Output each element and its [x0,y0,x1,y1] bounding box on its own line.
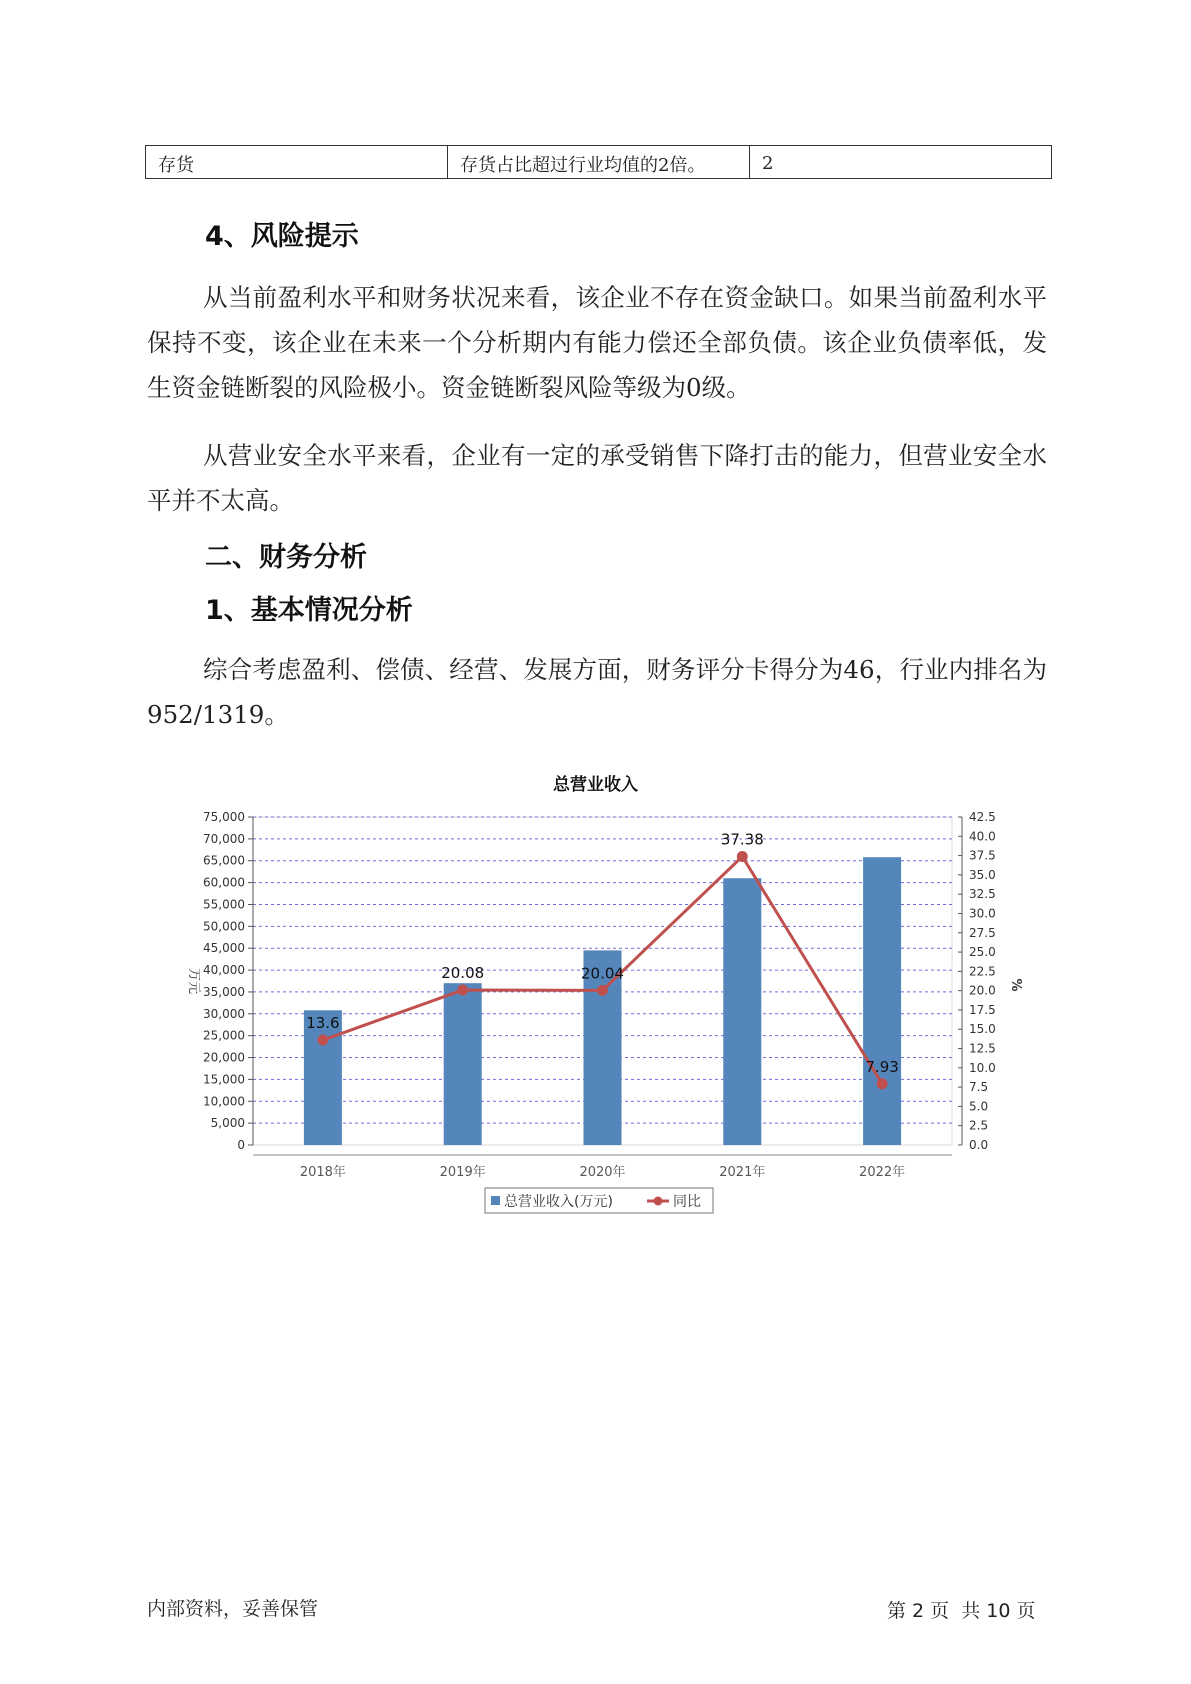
risk-paragraph-1: 从当前盈利水平和财务状况来看，该企业不存在资金缺口。如果当前盈利水平保持不变，该企业在未来一个分析期内有能力偿还全部负债。该企业负债率低，发生资金链断裂的风险极小。资金链断裂风险等级为0级。 [147,283,1047,402]
y-tick-label: 35,000 [203,984,245,999]
line-point [877,1078,888,1089]
table-cell-description: 存货占比超过行业均值的2倍。 [448,146,750,179]
line-point [737,851,748,862]
x-tick-label: 2018年 [299,1165,346,1180]
bar [723,878,761,1145]
y2-tick-label: 37.5 [969,848,996,863]
y-tick-label: 0 [237,1138,245,1152]
y2-tick-label: 10.0 [969,1060,996,1075]
y-tick-label: 30,000 [203,1006,245,1021]
y2-tick-label: 27.5 [969,925,996,940]
line-point [597,985,608,996]
y2-tick-label: 35.0 [969,867,996,882]
footer-confidential: 内部资料，妥善保管 [147,1598,319,1620]
line-point [317,1035,328,1046]
y2-tick-label: 5.0 [969,1099,989,1114]
y-tick-label: 5,000 [210,1116,245,1131]
y2-tick-label: 25.0 [969,945,996,960]
data-label: 20.08 [441,964,485,983]
section-heading-risk: 4、风险提示 [205,221,359,252]
y-tick-label: 65,000 [203,853,245,868]
y-tick-label: 20,000 [203,1050,245,1065]
y-tick-label: 15,000 [203,1072,245,1087]
y2-tick-label: 40.0 [969,829,996,844]
y2-tick-label: 42.5 [969,810,996,824]
y-tick-label: 55,000 [203,897,245,912]
y2-tick-label: 12.5 [969,1041,996,1056]
table-cell-item: 存货 [146,146,448,179]
y-tick-label: 10,000 [203,1094,245,1109]
bar [444,983,482,1145]
data-label: 20.04 [581,964,624,983]
y2-tick-label: 7.5 [969,1080,989,1095]
data-label: 37.38 [720,830,764,849]
line-point [457,985,468,996]
legend-swatch-bar [491,1196,500,1205]
y2-tick-label: 32.5 [969,887,996,902]
y-tick-label: 60,000 [203,875,245,890]
legend-swatch-point [654,1197,663,1206]
bar [863,857,901,1145]
legend-label-line: 同比 [673,1194,701,1210]
y2-tick-label: 15.0 [969,1022,996,1037]
finance-paragraph-1: 综合考虑盈利、偿债、经营、发展方面，财务评分卡得分为46，行业内排名为952/1319。 [147,655,1047,729]
y-axis-label: 万元 [186,967,201,995]
y2-axis-label: % [1008,978,1023,992]
y2-tick-label: 17.5 [969,1002,996,1017]
table-cell-value: 2 [750,146,1052,179]
sub-heading-basic: 1、基本情况分析 [205,595,413,626]
y2-tick-label: 30.0 [969,906,996,921]
x-tick-label: 2019年 [439,1165,486,1180]
data-label: 7.93 [865,1057,899,1076]
y-tick-label: 70,000 [203,831,245,846]
footer-page-number: 第 2 页 共 10 页 [887,1600,1036,1622]
y2-tick-label: 22.5 [969,964,996,979]
y-tick-label: 50,000 [203,919,245,934]
y-tick-label: 75,000 [203,810,245,824]
y2-tick-label: 0.0 [969,1138,989,1152]
risk-paragraph-2: 从营业安全水平来看，企业有一定的承受销售下降打击的能力，但营业安全水平并不太高。 [147,441,1047,515]
legend-label-bar: 总营业收入(万元) [504,1194,613,1210]
y-tick-label: 40,000 [203,963,245,978]
y-tick-label: 25,000 [203,1028,245,1043]
y-tick-label: 45,000 [203,941,245,956]
section-heading-finance: 二、财务分析 [205,542,367,573]
chart-title: 总营业收入 [553,775,638,795]
y2-tick-label: 20.0 [969,983,996,998]
y2-tick-label: 2.5 [969,1118,989,1133]
x-tick-label: 2020年 [579,1165,626,1180]
x-tick-label: 2022年 [859,1165,906,1180]
data-label: 13.6 [306,1014,340,1033]
x-tick-label: 2021年 [719,1165,766,1180]
